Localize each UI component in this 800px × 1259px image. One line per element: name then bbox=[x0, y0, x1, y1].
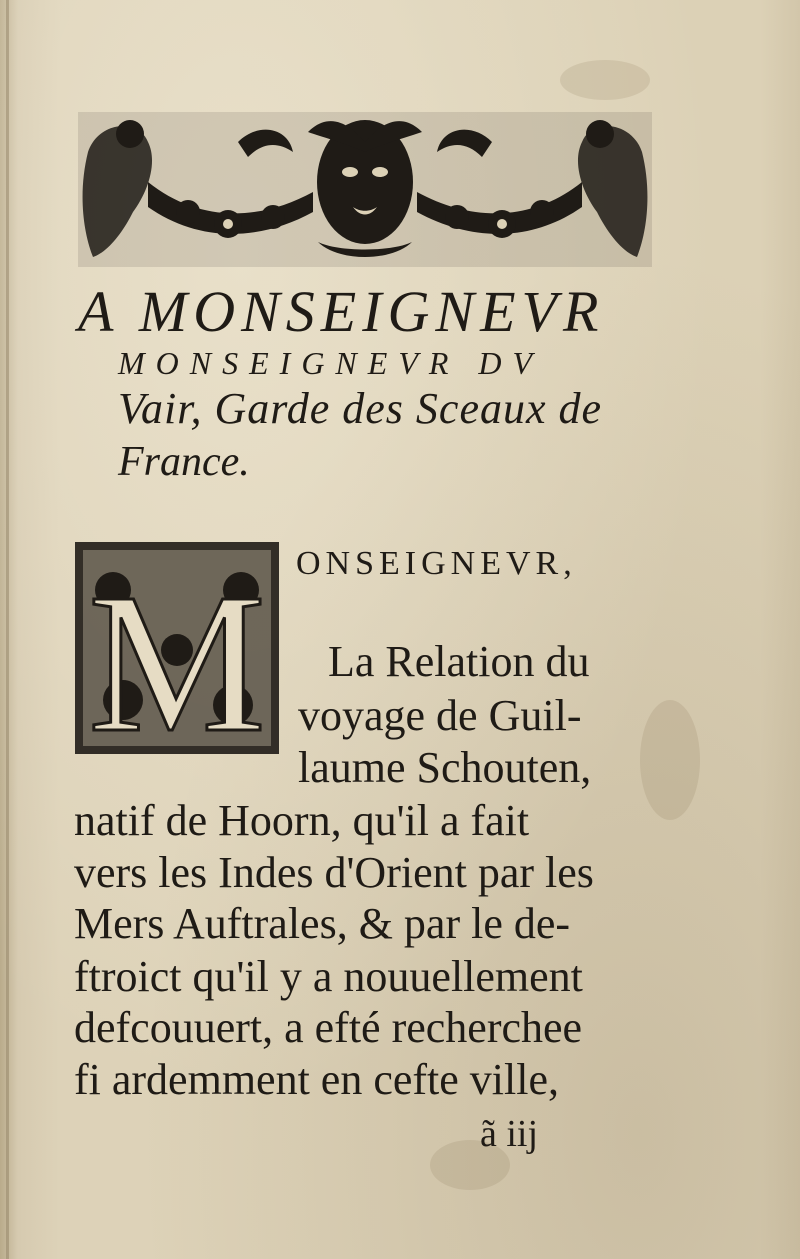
headpiece-ornament bbox=[78, 112, 652, 267]
dedication-subtitle-line-3: France. bbox=[118, 439, 250, 485]
dedication-title: A MONSEIGNEVR bbox=[78, 279, 605, 344]
signature-mark: ã iij bbox=[480, 1113, 539, 1155]
dedication-subtitle-line-2: Vair, Garde des Sceaux de bbox=[118, 384, 603, 433]
binding-edge bbox=[6, 0, 9, 1259]
body-line: laume Schouten, bbox=[298, 743, 592, 792]
dropcap-letter: M bbox=[88, 553, 266, 760]
body-line: La Relation du bbox=[328, 637, 590, 686]
decorated-initial-M bbox=[73, 540, 281, 760]
body-line: natif de Hoorn, qu'il a fait bbox=[74, 796, 530, 845]
body-line: voyage de Guil- bbox=[298, 691, 582, 740]
body-line: Mers Auftrales, & par le de- bbox=[74, 899, 571, 948]
paper-stain bbox=[560, 60, 650, 100]
paper-stain bbox=[640, 700, 700, 820]
body-line: vers les Indes d'Orient par les bbox=[74, 848, 594, 897]
body-line: ftroict qu'il y a nouuellement bbox=[74, 952, 583, 1001]
salutation: ONSEIGNEVR, bbox=[296, 545, 577, 582]
body-line: defcouuert, a efté recherchee bbox=[74, 1003, 583, 1052]
body-line: fi ardemment en cefte ville, bbox=[74, 1055, 559, 1104]
dedication-subtitle-line-1: MONSEIGNEVR DV bbox=[118, 345, 544, 381]
